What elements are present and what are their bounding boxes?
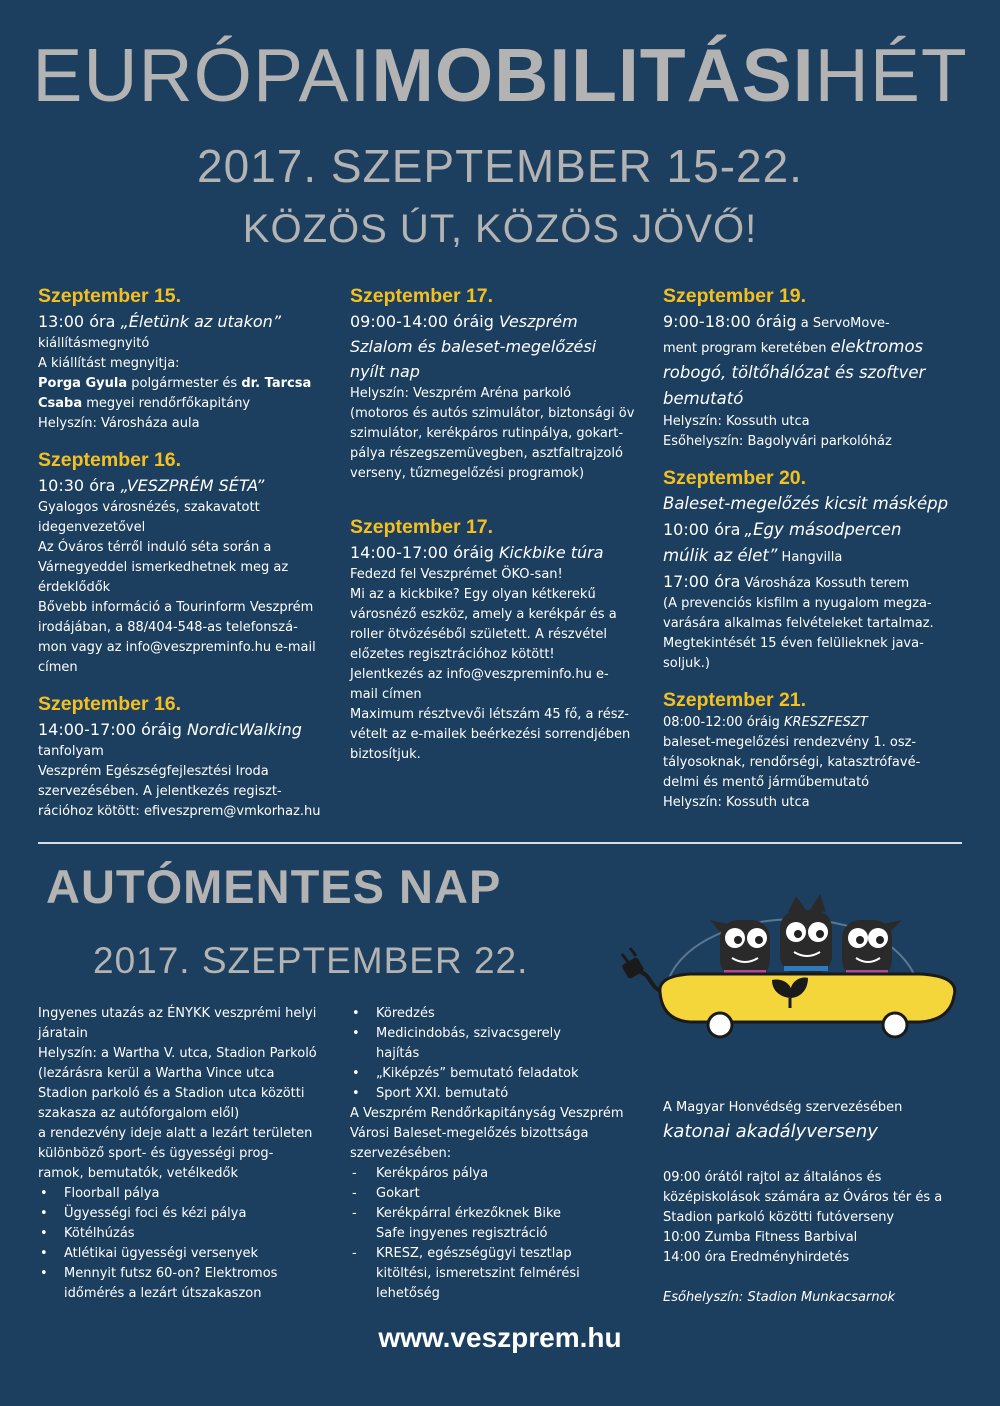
list-item-text: Floorball pálya	[64, 1186, 160, 1201]
text-line: 10:00 Zumba Fitness Barbival	[663, 1230, 858, 1245]
section-divider	[38, 842, 962, 844]
text-line: szimulátor, kerékpáros rutinpálya, gokart-	[350, 426, 624, 441]
event-title: Szlalom és baleset-megelőzési	[350, 337, 597, 356]
column-3	[663, 283, 963, 813]
venue: Helyszín: Városháza aula	[38, 416, 200, 431]
text-line: tályosoknak, rendőrségi, katasztrófavé-	[663, 755, 921, 770]
text-line: (motoros és autós szimulátor, biztonsági öv	[350, 406, 635, 421]
text-line: Megtekintését 15 éven felülieknek java-	[663, 636, 924, 651]
venue: Hangvilla	[777, 550, 843, 565]
list-item-text: Atlétikai ügyességi versenyek	[64, 1246, 259, 1261]
wheel-icon	[708, 1013, 732, 1037]
event-time: 10:00 óra	[663, 520, 741, 539]
title-part-europai: EURÓPAI	[32, 33, 372, 117]
text-line: járatain	[38, 1026, 88, 1041]
text-line: Az Óváros térről induló séta során a	[38, 540, 272, 555]
event-title: elektromos	[830, 337, 924, 356]
list-item	[350, 1164, 650, 1184]
list-item-text: Sport XXI. bemutató	[376, 1086, 509, 1101]
dash-marker: -	[352, 1186, 357, 1201]
event-time: 9:00-18:00 óráig	[663, 312, 797, 331]
passenger-left	[710, 920, 770, 978]
list-item-text: KRESZ, egészségügyi tesztlap	[376, 1246, 572, 1261]
event-title: katonai akadályverseny	[663, 1121, 878, 1142]
event-time-title	[350, 309, 655, 334]
event-time: 17:00 óra	[663, 572, 741, 591]
day-heading: Szeptember 16.	[38, 449, 182, 471]
text-line: 09:00 órától rajtol az általános és	[663, 1170, 882, 1185]
text-line: Gyalogos városnézés, szakavatott	[38, 500, 260, 515]
text-fragment: a ServoMove-	[796, 316, 890, 331]
text-line: előzetes regisztrációhoz kötött!	[350, 647, 555, 662]
bullet-marker: •	[40, 1186, 48, 1201]
day-heading: Szeptember 15.	[38, 285, 182, 307]
text-line: varására alkalmas felvételeket tartalmaz.	[663, 616, 934, 631]
list-item-text: Safe ingyenes regisztráció	[376, 1226, 548, 1241]
main-title	[0, 30, 1000, 120]
text-line: ramok, bemutatók, vetélkedők	[38, 1166, 238, 1181]
list-item	[38, 1264, 348, 1284]
dash-marker: -	[352, 1206, 357, 1221]
event-title: NordicWalking	[186, 720, 302, 739]
text-line: Helyszín: Veszprém Aréna parkoló	[350, 386, 572, 401]
event-subtitle: Baleset-megelőzés kicsit másképp	[663, 494, 949, 513]
list-item-text: időmérés a lezárt útszakaszon	[64, 1286, 262, 1301]
event-time-title	[38, 473, 338, 498]
event-time: 14:00-17:00 óráig	[38, 720, 182, 739]
event-time-title	[663, 517, 963, 543]
list-item-continuation	[350, 1044, 650, 1064]
event-time-line	[663, 569, 963, 594]
list-item	[350, 1184, 650, 1204]
list-item	[350, 1024, 650, 1044]
event-time: 10:30 óra	[38, 476, 116, 495]
list-item	[350, 1064, 650, 1084]
list-item	[350, 1084, 650, 1104]
event-title: robogó, töltőhálózat és szoftver	[663, 363, 926, 382]
event-title-line	[663, 334, 963, 360]
text-line: városnéző eszköz, amely a kerékpár és a	[350, 607, 617, 622]
list-item-text: Kerékpárral érkezőknek Bike	[376, 1206, 562, 1221]
text-line: biztosítjuk.	[350, 747, 421, 762]
text-line: Városi Baleset-megelőzés bizottsága	[350, 1126, 589, 1141]
text-line: címen	[38, 660, 78, 675]
venue: Városháza Kossuth terem	[740, 576, 910, 591]
dash-marker: -	[352, 1166, 357, 1181]
openers-cont	[38, 394, 338, 414]
list-item-continuation	[350, 1224, 650, 1244]
rain-venue: Esőhelyszín: Stadion Munkacsarnok	[663, 1290, 896, 1305]
day-heading: Szeptember 21.	[663, 689, 807, 711]
bullet-marker: •	[352, 1066, 360, 1081]
list-item-text: lehetőség	[376, 1286, 440, 1301]
website-link[interactable]: www.veszprem.hu	[378, 1322, 622, 1353]
column-1	[38, 283, 338, 822]
text-line: pálya részegszemüvegben, asztfaltrajzoló	[350, 446, 623, 461]
car-free-day-title: AUTÓMENTES NAP	[46, 860, 502, 913]
list-item-continuation	[350, 1284, 650, 1304]
bullet-marker: •	[40, 1266, 48, 1281]
list-item-continuation	[38, 1284, 348, 1304]
event-title: Kickbike túra	[498, 543, 604, 562]
text-line: Stadion parkoló és a Stadion utca közötti	[38, 1086, 305, 1101]
text-line: Helyszín: a Wartha V. utca, Stadion Parkoló	[38, 1046, 317, 1061]
event-time-title	[350, 540, 655, 565]
wheel-icon	[883, 1013, 907, 1037]
list-item	[350, 1244, 650, 1264]
text-line: Jelentkezés az info@veszpreminfo.hu e-	[350, 667, 609, 682]
text-line: soljuk.)	[663, 656, 710, 671]
text-line: verseny, tűzmegelőzési programok)	[350, 466, 585, 481]
day-heading: Szeptember 17.	[350, 285, 494, 307]
text-line: szervezésében. A jelentkezés regiszt-	[38, 784, 282, 799]
event-time-title	[663, 713, 963, 733]
program-list	[350, 1004, 650, 1104]
car-free-column-1	[38, 1004, 348, 1304]
event-title: „Életünk az utakon”	[120, 312, 282, 331]
person-name: Porga Gyula	[38, 376, 128, 391]
bullet-marker: •	[352, 1026, 360, 1041]
title-part-mobilitasi: MOBILITÁSI	[371, 33, 815, 117]
day-heading: Szeptember 19.	[663, 285, 807, 307]
text-line: vételt az e-mailek beérkezési sorrendjében	[350, 727, 631, 742]
text-line: rációhoz kötött: efiveszprem@vmkorhaz.hu	[38, 804, 321, 819]
text-line: roller ötvözéséből született. A részvétel	[350, 627, 608, 642]
event-title: „VESZPRÉM SÉTA”	[120, 476, 265, 495]
list-item	[38, 1184, 348, 1204]
event-title: Veszprém	[498, 312, 578, 331]
text-line: 14:00 óra Eredményhirdetés	[663, 1250, 850, 1265]
car-free-column-2	[350, 1004, 650, 1304]
event-time-title	[38, 309, 338, 334]
electric-car-illustration	[620, 880, 960, 1050]
person-name: dr. Tarcsa	[241, 376, 312, 391]
slogan: KÖZÖS ÚT, KÖZÖS JÖVŐ!	[242, 207, 758, 251]
bullet-marker: •	[40, 1206, 48, 1221]
text-fragment: megyei rendőrfőkapitány	[82, 396, 251, 411]
text-line: Fedezd fel Veszprémet ÖKO-san!	[350, 567, 563, 582]
text-line: Ingyenes utazás az ÉNYKK veszprémi helyi	[38, 1006, 317, 1021]
event-title: bemutató	[663, 389, 744, 408]
bullet-marker: •	[40, 1246, 48, 1261]
event-time: 14:00-17:00 óráig	[350, 543, 494, 562]
day-heading: Szeptember 17.	[350, 516, 494, 538]
list-item-text: Mennyit futsz 60-on? Elektromos	[64, 1266, 278, 1281]
text-line: mail címen	[350, 687, 422, 702]
text-line: Várnegyeddel ismerkedhetnek meg az	[38, 560, 289, 575]
text-line: a rendezvény ideje alatt a lezárt területen	[38, 1126, 313, 1141]
police-program-list	[350, 1164, 650, 1304]
text-line: különböző sport- és ügyességi prog-	[38, 1146, 274, 1161]
text-line: Bővebb információ a Tourinform Veszprém	[38, 600, 314, 615]
car-free-column-3	[663, 1098, 963, 1308]
text-line: szervezésében:	[350, 1146, 452, 1161]
day-heading: Szeptember 16.	[38, 693, 182, 715]
person-name: Csaba	[38, 396, 83, 411]
text-line: A Veszprém Rendőrkapitányság Veszprém	[350, 1106, 624, 1121]
text-fragment: polgármester és	[127, 376, 242, 391]
list-item-continuation	[350, 1264, 650, 1284]
title-part-het: HÉT	[814, 33, 968, 117]
text-line: baleset-megelőzési rendezvény 1. osz-	[663, 735, 917, 750]
text-line: A kiállítást megnyitja:	[38, 356, 180, 371]
list-item	[350, 1004, 650, 1024]
openers	[38, 374, 338, 394]
event-title-line	[663, 543, 963, 569]
text-line: (lezárásra kerül a Wartha Vince utca	[38, 1066, 275, 1081]
plug-icon	[621, 948, 665, 992]
dash-marker: -	[352, 1246, 357, 1261]
text-line: Maximum résztvevői létszám 45 fő, a rész-	[350, 707, 629, 722]
text-line: szakasza az autóforgalom elől)	[38, 1106, 240, 1121]
list-item-text: Medicindobás, szivacsgerely	[376, 1026, 561, 1041]
list-item	[38, 1224, 348, 1244]
list-item-text: kitöltési, ismeretszint felmérési	[376, 1266, 580, 1281]
event-title: „Egy másodpercen	[744, 520, 902, 539]
event-date: 2017. SZEPTEMBER 15-22.	[197, 140, 803, 192]
text-line: középiskolások számára az Óváros tér és a	[663, 1190, 943, 1205]
event-time: 09:00-14:00 óráig	[350, 312, 494, 331]
list-item	[38, 1204, 348, 1224]
event-time: 13:00 óra	[38, 312, 116, 331]
text-fragment: ment program keretében	[663, 341, 831, 356]
event-time-title	[38, 717, 338, 742]
text-line: delmi és mentő járműbemutató	[663, 775, 870, 790]
day-heading: Szeptember 20.	[663, 467, 807, 489]
rain-venue: Esőhelyszín: Bagolyvári parkolóház	[663, 434, 892, 449]
text-line: mon vagy az info@veszpreminfo.hu e-mail	[38, 640, 316, 655]
text-line: Mi az a kickbike? Egy olyan kétkerekű	[350, 587, 596, 602]
venue: Helyszín: Kossuth utca	[663, 795, 810, 810]
event-title: nyílt nap	[350, 362, 420, 381]
text-line: érdeklődők	[38, 580, 111, 595]
passenger-middle	[780, 894, 832, 974]
event-title: KRESZFESZT	[784, 715, 868, 730]
bullet-marker: •	[352, 1086, 360, 1101]
text-line: A Magyar Honvédség szervezésében	[663, 1100, 903, 1115]
text-line: (A prevenciós kisfilm a nyugalom megza-	[663, 596, 932, 611]
text-line: Stadion parkoló közötti futóverseny	[663, 1210, 895, 1225]
list-item-text: Köredzés	[376, 1006, 435, 1021]
program-list	[38, 1184, 348, 1304]
list-item-text: hajítás	[376, 1046, 420, 1061]
event-title: múlik az élet”	[663, 546, 778, 565]
text-line: tanfolyam	[38, 744, 104, 759]
list-item-text: Ügyességi foci és kézi pálya	[64, 1206, 247, 1221]
list-item-text: „Kiképzés” bemutató feladatok	[376, 1066, 579, 1081]
list-item-text: Kerékpáros pálya	[376, 1166, 489, 1181]
list-item	[350, 1204, 650, 1224]
list-item-text: Kötélhúzás	[64, 1226, 135, 1241]
event-time-line	[663, 309, 963, 334]
text-line: irodájában, a 88/404-548-as telefonszá-	[38, 620, 298, 635]
text-line: idegenvezetővel	[38, 520, 146, 535]
column-2	[350, 283, 655, 765]
car-free-day-date: 2017. SZEPTEMBER 22.	[93, 940, 529, 981]
text-line: kiállításmegnyitó	[38, 336, 150, 351]
bullet-marker: •	[40, 1226, 48, 1241]
bullet-marker: •	[352, 1006, 360, 1021]
text-line: Veszprém Egészségfejlesztési Iroda	[38, 764, 269, 779]
event-time: 08:00-12:00 óráig	[663, 715, 780, 730]
list-item-text: Gokart	[376, 1186, 420, 1201]
list-item	[38, 1244, 348, 1264]
venue: Helyszín: Kossuth utca	[663, 414, 810, 429]
